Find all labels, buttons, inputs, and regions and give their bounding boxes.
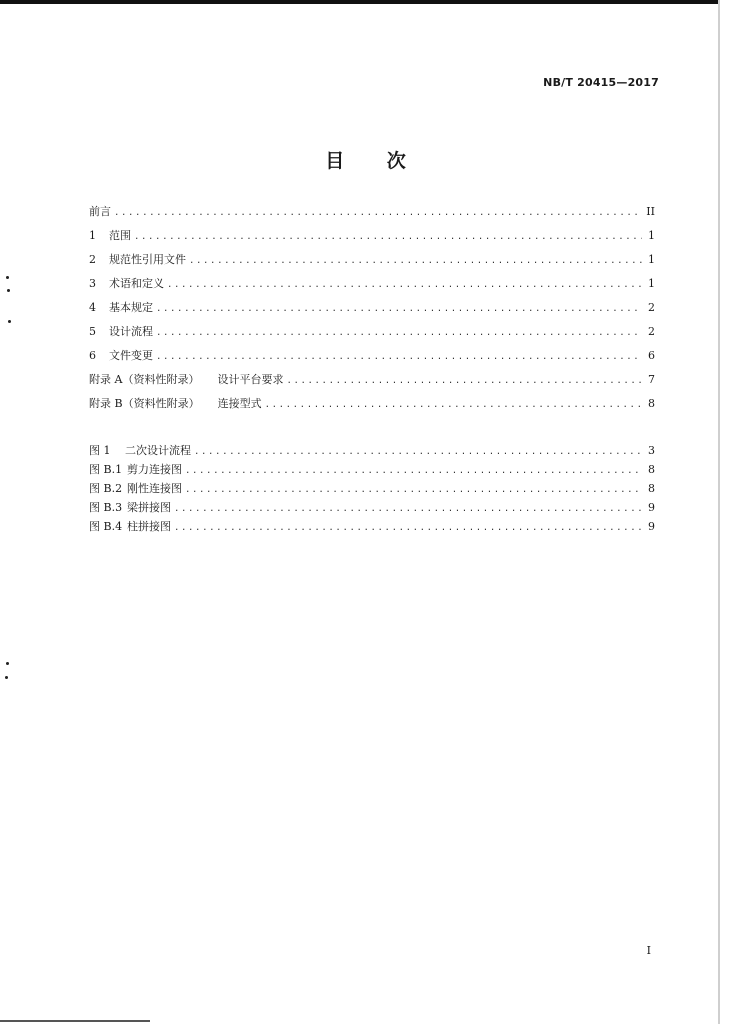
toc-entry-foreword[interactable] xyxy=(89,205,655,229)
toc-entry-basic-rules[interactable] xyxy=(89,301,655,325)
toc-label: 基本规定 xyxy=(109,301,153,314)
figure-label: 梁拼接图 xyxy=(127,501,171,514)
dot-leader xyxy=(174,502,642,516)
dot-leader xyxy=(134,230,642,244)
dot-leader xyxy=(185,464,642,478)
figure-entry[interactable] xyxy=(89,444,655,463)
toc-page: 1 xyxy=(648,277,655,290)
scan-border-top xyxy=(0,0,718,4)
figure-entry[interactable] xyxy=(89,482,655,501)
toc-page: 7 xyxy=(648,373,655,386)
toc-label: 附录 B（资料性附录） xyxy=(89,397,200,410)
toc-page: 6 xyxy=(648,349,655,362)
page-title: 目 次 xyxy=(325,150,424,172)
figure-page: 8 xyxy=(648,463,655,476)
toc-page: 8 xyxy=(648,397,655,410)
toc-number: 4 xyxy=(89,301,96,314)
dot-leader xyxy=(194,445,642,459)
toc-label: 范围 xyxy=(109,229,131,242)
figure-number: 图 B.1 xyxy=(89,463,123,476)
toc-entry-scope[interactable] xyxy=(89,229,655,253)
toc-number: 1 xyxy=(89,229,96,242)
figure-entry[interactable] xyxy=(89,520,655,539)
figure-page: 8 xyxy=(648,482,655,495)
dot-leader xyxy=(286,374,642,388)
figure-label: 刚性连接图 xyxy=(127,482,182,495)
toc-page: 2 xyxy=(648,325,655,338)
figure-number: 图 1 xyxy=(89,444,111,457)
dot-leader xyxy=(189,254,642,268)
dot-leader xyxy=(114,206,642,220)
toc-subtitle: 设计平台要求 xyxy=(217,373,284,386)
page-number: I xyxy=(646,944,651,957)
toc-label: 设计流程 xyxy=(109,325,153,338)
toc-number: 2 xyxy=(89,253,96,266)
figure-number: 图 B.3 xyxy=(89,501,123,514)
toc-entry-appendix-b[interactable] xyxy=(89,397,655,421)
toc-label: 文件变更 xyxy=(109,349,153,362)
figure-entry[interactable] xyxy=(89,463,655,482)
table-of-contents xyxy=(89,205,655,421)
toc-entry-appendix-a[interactable] xyxy=(89,373,655,397)
dot-leader xyxy=(167,278,642,292)
toc-entry-normative-references[interactable] xyxy=(89,253,655,277)
scan-speck xyxy=(6,662,9,665)
toc-entry-design-process[interactable] xyxy=(89,325,655,349)
figure-label: 柱拼接图 xyxy=(127,520,171,533)
toc-page: 2 xyxy=(648,301,655,314)
toc-entry-document-change[interactable] xyxy=(89,349,655,373)
toc-label: 前言 xyxy=(89,205,111,218)
figure-page: 9 xyxy=(648,520,655,533)
dot-leader xyxy=(265,398,642,412)
scan-speck xyxy=(6,276,9,279)
figure-page: 9 xyxy=(648,501,655,514)
toc-number: 3 xyxy=(89,277,96,290)
toc-label: 规范性引用文件 xyxy=(109,253,186,266)
figure-label: 剪力连接图 xyxy=(127,463,182,476)
scan-border-bottom xyxy=(0,1020,150,1022)
dot-leader xyxy=(156,326,642,340)
figure-page: 3 xyxy=(648,444,655,457)
dot-leader xyxy=(185,483,642,497)
scan-speck xyxy=(5,676,8,679)
toc-page: 1 xyxy=(648,229,655,242)
dot-leader xyxy=(156,302,642,316)
toc-entry-terms[interactable] xyxy=(89,277,655,301)
toc-subtitle: 连接型式 xyxy=(217,397,262,410)
figure-number: 图 B.2 xyxy=(89,482,123,495)
figure-label: 二次设计流程 xyxy=(125,444,191,457)
figure-entry[interactable] xyxy=(89,501,655,520)
toc-number: 5 xyxy=(89,325,96,338)
toc-label: 术语和定义 xyxy=(109,277,164,290)
scan-speck xyxy=(8,320,11,323)
toc-page: II xyxy=(646,205,655,218)
figure-number: 图 B.4 xyxy=(89,520,123,533)
toc-label: 附录 A（资料性附录） xyxy=(89,373,200,386)
toc-page: 1 xyxy=(648,253,655,266)
dot-leader xyxy=(174,521,642,535)
scan-speck xyxy=(7,289,10,292)
toc-number: 6 xyxy=(89,349,96,362)
standard-code: NB/T 20415—2017 xyxy=(543,76,659,89)
list-of-figures xyxy=(89,444,655,539)
dot-leader xyxy=(156,350,642,364)
